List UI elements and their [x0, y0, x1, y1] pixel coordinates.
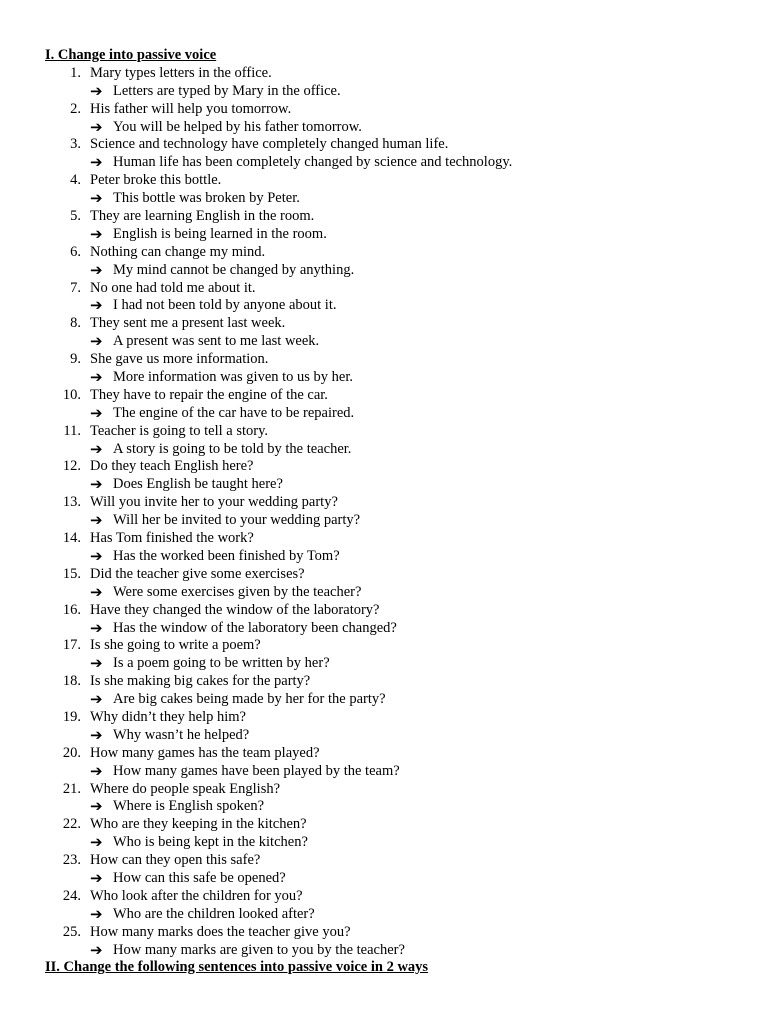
answer-text: Who is being kept in the kitchen?	[113, 834, 308, 851]
item-number: 6.	[70, 243, 81, 260]
question-row	[45, 136, 748, 154]
question-row	[45, 781, 748, 799]
question-row	[45, 280, 748, 298]
question-row	[45, 709, 748, 727]
answer-row	[45, 297, 748, 315]
arrow-right-icon: ➔	[90, 475, 103, 494]
answer-row	[45, 584, 748, 602]
item-number: 16.	[62, 601, 81, 618]
exercise-item	[45, 530, 748, 566]
answer-row	[45, 190, 748, 208]
question-row	[45, 172, 748, 190]
exercise-item	[45, 315, 748, 351]
question-text: How many games has the team played?	[90, 744, 320, 761]
question-text: Who look after the children for you?	[90, 887, 303, 904]
question-row	[45, 924, 748, 942]
answer-text: Are big cakes being made by her for the party?	[113, 691, 386, 708]
answer-text: Has the window of the laboratory been changed?	[113, 619, 397, 636]
arrow-right-icon: ➔	[90, 797, 103, 816]
arrow-right-icon: ➔	[90, 833, 103, 852]
answer-text: You will be helped by his father tomorrow.	[113, 118, 362, 135]
question-row	[45, 494, 748, 512]
question-row	[45, 566, 748, 584]
question-row	[45, 637, 748, 655]
arrow-right-icon: ➔	[90, 224, 103, 243]
question-row	[45, 530, 748, 548]
answer-row	[45, 441, 748, 459]
arrow-right-icon: ➔	[90, 332, 103, 351]
answer-row	[45, 620, 748, 638]
section-1-heading: I. Change into passive voice	[45, 47, 217, 63]
item-number: 24.	[62, 887, 81, 904]
exercise-item	[45, 745, 748, 781]
question-text: She gave us more information.	[90, 351, 269, 368]
question-row	[45, 244, 748, 262]
question-row	[45, 673, 748, 691]
item-number: 19.	[62, 708, 81, 725]
answer-row	[45, 548, 748, 566]
question-text: Nothing can change my mind.	[90, 243, 266, 260]
answer-text: Were some exercises given by the teacher?	[113, 583, 362, 600]
question-text: Did the teacher give some exercises?	[90, 565, 305, 582]
question-text: Why didn’t they help him?	[90, 708, 246, 725]
question-text: They are learning English in the room.	[90, 208, 315, 225]
item-number: 15.	[62, 565, 81, 582]
item-number: 7.	[70, 279, 81, 296]
question-row	[45, 423, 748, 441]
answer-text: Where is English spoken?	[113, 798, 265, 815]
item-number: 12.	[62, 458, 81, 475]
item-number: 20.	[62, 744, 81, 761]
question-text: They sent me a present last week.	[90, 315, 286, 332]
answer-text: Human life has been completely changed by science and technology.	[113, 154, 513, 171]
answer-text: A present was sent to me last week.	[113, 333, 320, 350]
question-text: Has Tom finished the work?	[90, 530, 254, 547]
exercise-item	[45, 280, 748, 316]
exercise-item	[45, 423, 748, 459]
answer-row	[45, 405, 748, 423]
arrow-right-icon: ➔	[90, 546, 103, 565]
arrow-right-icon: ➔	[90, 940, 103, 959]
question-text: Mary types letters in the office.	[90, 64, 272, 81]
item-number: 18.	[62, 673, 81, 690]
exercise-list	[45, 65, 748, 960]
answer-text: How many marks are given to you by the teacher?	[113, 941, 405, 958]
answer-row	[45, 870, 748, 888]
exercise-item	[45, 781, 748, 817]
question-row	[45, 315, 748, 333]
answer-text: Does English be taught here?	[113, 476, 283, 493]
arrow-right-icon: ➔	[90, 153, 103, 172]
answer-text: A story is going to be told by the teacher.	[113, 440, 352, 457]
document-page	[45, 47, 748, 977]
question-text: Have they changed the window of the laboratory?	[90, 601, 380, 618]
question-text: His father will help you tomorrow.	[90, 100, 292, 117]
answer-row	[45, 834, 748, 852]
question-row	[45, 602, 748, 620]
item-number: 1.	[70, 64, 81, 81]
item-number: 2.	[70, 100, 81, 117]
answer-text: How many games have been played by the team?	[113, 762, 400, 779]
arrow-right-icon: ➔	[90, 511, 103, 530]
answer-row	[45, 942, 748, 960]
answer-text: More information was given to us by her.	[113, 369, 354, 386]
exercise-item	[45, 101, 748, 137]
question-row	[45, 208, 748, 226]
question-text: They have to repair the engine of the car.	[90, 386, 328, 403]
arrow-right-icon: ➔	[90, 260, 103, 279]
question-text: Is she going to write a poem?	[90, 637, 261, 654]
arrow-right-icon: ➔	[90, 368, 103, 387]
answer-row	[45, 369, 748, 387]
question-text: Teacher is going to tell a story.	[90, 422, 269, 439]
exercise-item	[45, 244, 748, 280]
question-row	[45, 101, 748, 119]
arrow-right-icon: ➔	[90, 868, 103, 887]
answer-row	[45, 83, 748, 101]
item-number: 11.	[63, 422, 81, 439]
question-text: No one had told me about it.	[90, 279, 256, 296]
question-text: Will you invite her to your wedding party?	[90, 494, 338, 511]
question-text: Science and technology have completely changed human life.	[90, 136, 449, 153]
answer-text: Letters are typed by Mary in the office.	[113, 82, 341, 99]
answer-row	[45, 798, 748, 816]
answer-text: I had not been told by anyone about it.	[113, 297, 337, 314]
question-text: How many marks does the teacher give you?	[90, 923, 351, 940]
arrow-right-icon: ➔	[90, 81, 103, 100]
question-row	[45, 65, 748, 83]
item-number: 23.	[62, 852, 81, 869]
answer-text: Is a poem going to be written by her?	[113, 655, 330, 672]
answer-text: How can this safe be opened?	[113, 869, 286, 886]
answer-text: Who are the children looked after?	[113, 905, 315, 922]
question-row	[45, 387, 748, 405]
arrow-right-icon: ➔	[90, 189, 103, 208]
arrow-right-icon: ➔	[90, 117, 103, 136]
arrow-right-icon: ➔	[90, 725, 103, 744]
answer-row	[45, 512, 748, 530]
answer-row	[45, 655, 748, 673]
item-number: 4.	[70, 172, 81, 189]
item-number: 14.	[62, 530, 81, 547]
item-number: 10.	[62, 386, 81, 403]
exercise-item	[45, 494, 748, 530]
item-number: 13.	[62, 494, 81, 511]
exercise-item	[45, 673, 748, 709]
question-text: Do they teach English here?	[90, 458, 254, 475]
section-2-heading: II. Change the following sentences into passive voice in 2 ways	[45, 959, 429, 976]
exercise-item	[45, 351, 748, 387]
arrow-right-icon: ➔	[90, 761, 103, 780]
answer-text: English is being learned in the room.	[113, 225, 327, 242]
exercise-item	[45, 602, 748, 638]
answer-text: Has the worked been finished by Tom?	[113, 547, 340, 564]
item-number: 17.	[62, 637, 81, 654]
arrow-right-icon: ➔	[90, 690, 103, 709]
answer-row	[45, 262, 748, 280]
exercise-item	[45, 387, 748, 423]
question-text: How can they open this safe?	[90, 852, 261, 869]
item-number: 9.	[70, 351, 81, 368]
answer-row	[45, 476, 748, 494]
item-number: 8.	[70, 315, 81, 332]
answer-text: Will her be invited to your wedding party?	[113, 512, 361, 529]
question-text: Who are they keeping in the kitchen?	[90, 816, 307, 833]
answer-row	[45, 906, 748, 924]
exercise-item	[45, 709, 748, 745]
answer-row	[45, 119, 748, 137]
exercise-item	[45, 65, 748, 101]
exercise-item	[45, 458, 748, 494]
arrow-right-icon: ➔	[90, 296, 103, 315]
arrow-right-icon: ➔	[90, 654, 103, 673]
exercise-item	[45, 208, 748, 244]
question-row	[45, 888, 748, 906]
answer-row	[45, 691, 748, 709]
question-text: Where do people speak English?	[90, 780, 281, 797]
arrow-right-icon: ➔	[90, 582, 103, 601]
answer-text: My mind cannot be changed by anything.	[113, 261, 355, 278]
item-number: 21.	[62, 780, 81, 797]
arrow-right-icon: ➔	[90, 439, 103, 458]
answer-row	[45, 763, 748, 781]
exercise-item	[45, 888, 748, 924]
question-row	[45, 458, 748, 476]
item-number: 25.	[62, 923, 81, 940]
arrow-right-icon: ➔	[90, 904, 103, 923]
question-text: Peter broke this bottle.	[90, 172, 222, 189]
exercise-item	[45, 566, 748, 602]
answer-text: Why wasn’t he helped?	[113, 726, 250, 743]
exercise-item	[45, 136, 748, 172]
answer-text: The engine of the car have to be repaired.	[113, 404, 355, 421]
item-number: 22.	[62, 816, 81, 833]
answer-row	[45, 333, 748, 351]
answer-row	[45, 727, 748, 745]
item-number: 5.	[70, 208, 81, 225]
exercise-item	[45, 852, 748, 888]
exercise-item	[45, 924, 748, 960]
exercise-item	[45, 172, 748, 208]
answer-row	[45, 154, 748, 172]
arrow-right-icon: ➔	[90, 403, 103, 422]
answer-row	[45, 226, 748, 244]
exercise-item	[45, 637, 748, 673]
question-row	[45, 351, 748, 369]
question-row	[45, 816, 748, 834]
question-row	[45, 852, 748, 870]
arrow-right-icon: ➔	[90, 618, 103, 637]
answer-text: This bottle was broken by Peter.	[113, 190, 300, 207]
exercise-item	[45, 816, 748, 852]
question-text: Is she making big cakes for the party?	[90, 673, 311, 690]
item-number: 3.	[70, 136, 81, 153]
question-row	[45, 745, 748, 763]
